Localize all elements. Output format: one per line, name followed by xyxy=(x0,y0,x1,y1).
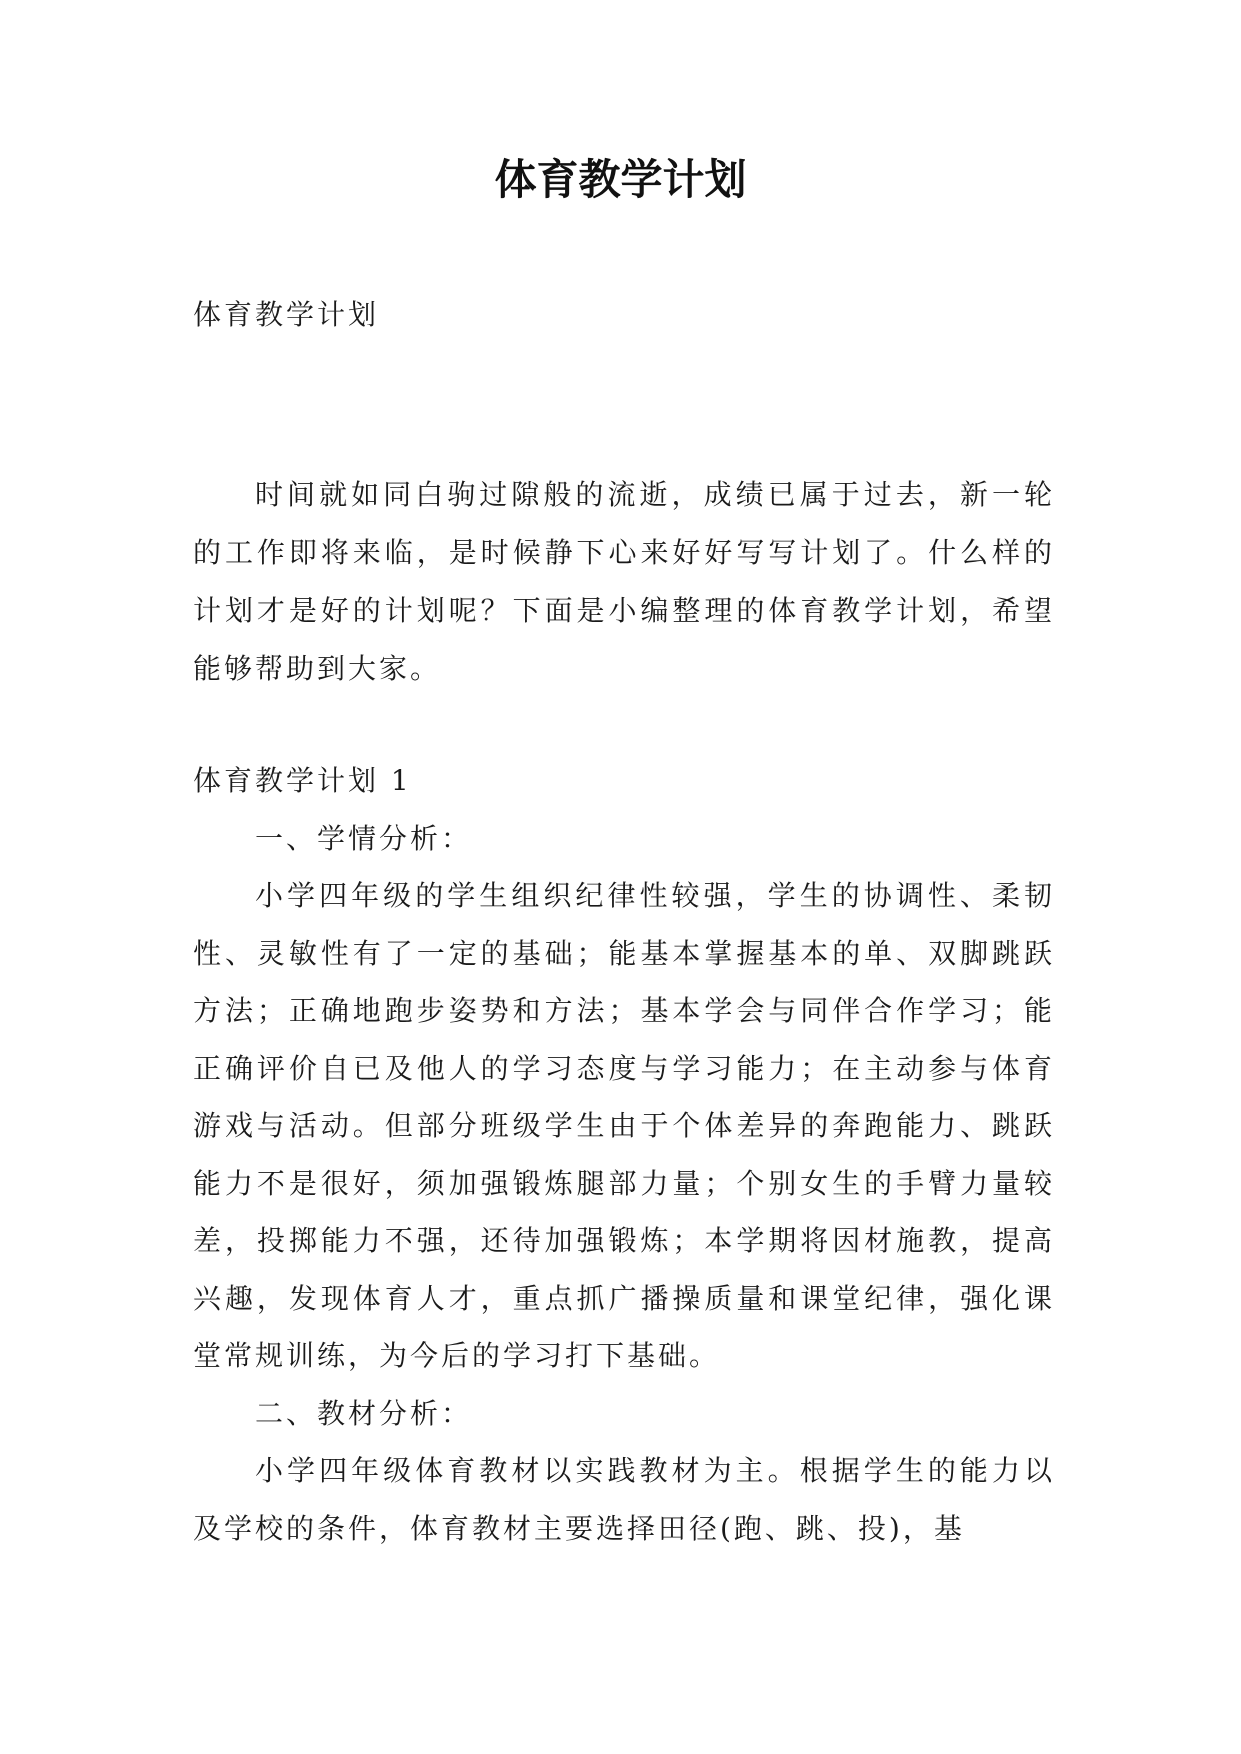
body-paragraph-analysis: 小学四年级的学生组织纪律性较强，学生的协调性、柔韧性、灵敏性有了一定的基础；能基本掌握基本的单、双脚跳跃方法；正确地跑步姿势和方法；基本学会与同伴合作学习；能正确评价自已及他人的学习态度与学习能力；在主动参与体育游戏与活动。但部分班级学生由于个体差异的奔跑能力、跳跃能力不是很好，须加强锻炼腿部力量；个别女生的手臂力量较差，投掷能力不强，还待加强锻炼；本学期将因材施教，提高兴趣，发现体育人才，重点抓广播操质量和课堂纪律，强化课堂常规训练，为今后的学习打下基础。 xyxy=(193,879,1055,1372)
intro-paragraph: 时间就如同白驹过隙般的流逝，成绩已属于过去，新一轮的工作即将来临，是时候静下心来好好写写计划了。什么样的计划才是好的计划呢？下面是小编整理的体育教学计划，希望能够帮助到大家。 xyxy=(193,478,1055,685)
body-paragraph-materials: 小学四年级体育教材以实践教材为主。根据学生的能力以及学校的条件，体育教材主要选择田径(跑、跳、投)，基 xyxy=(193,1454,1055,1545)
document-body xyxy=(193,752,1055,1557)
section-title: 体育教学计划 1 xyxy=(193,764,412,797)
section-heading-materials: 二、教材分析： xyxy=(255,1396,473,1430)
document-title: 体育教学计划 xyxy=(494,155,747,204)
section-heading-analysis: 一、学情分析： xyxy=(255,821,473,855)
document-subtitle: 体育教学计划 xyxy=(193,298,380,331)
